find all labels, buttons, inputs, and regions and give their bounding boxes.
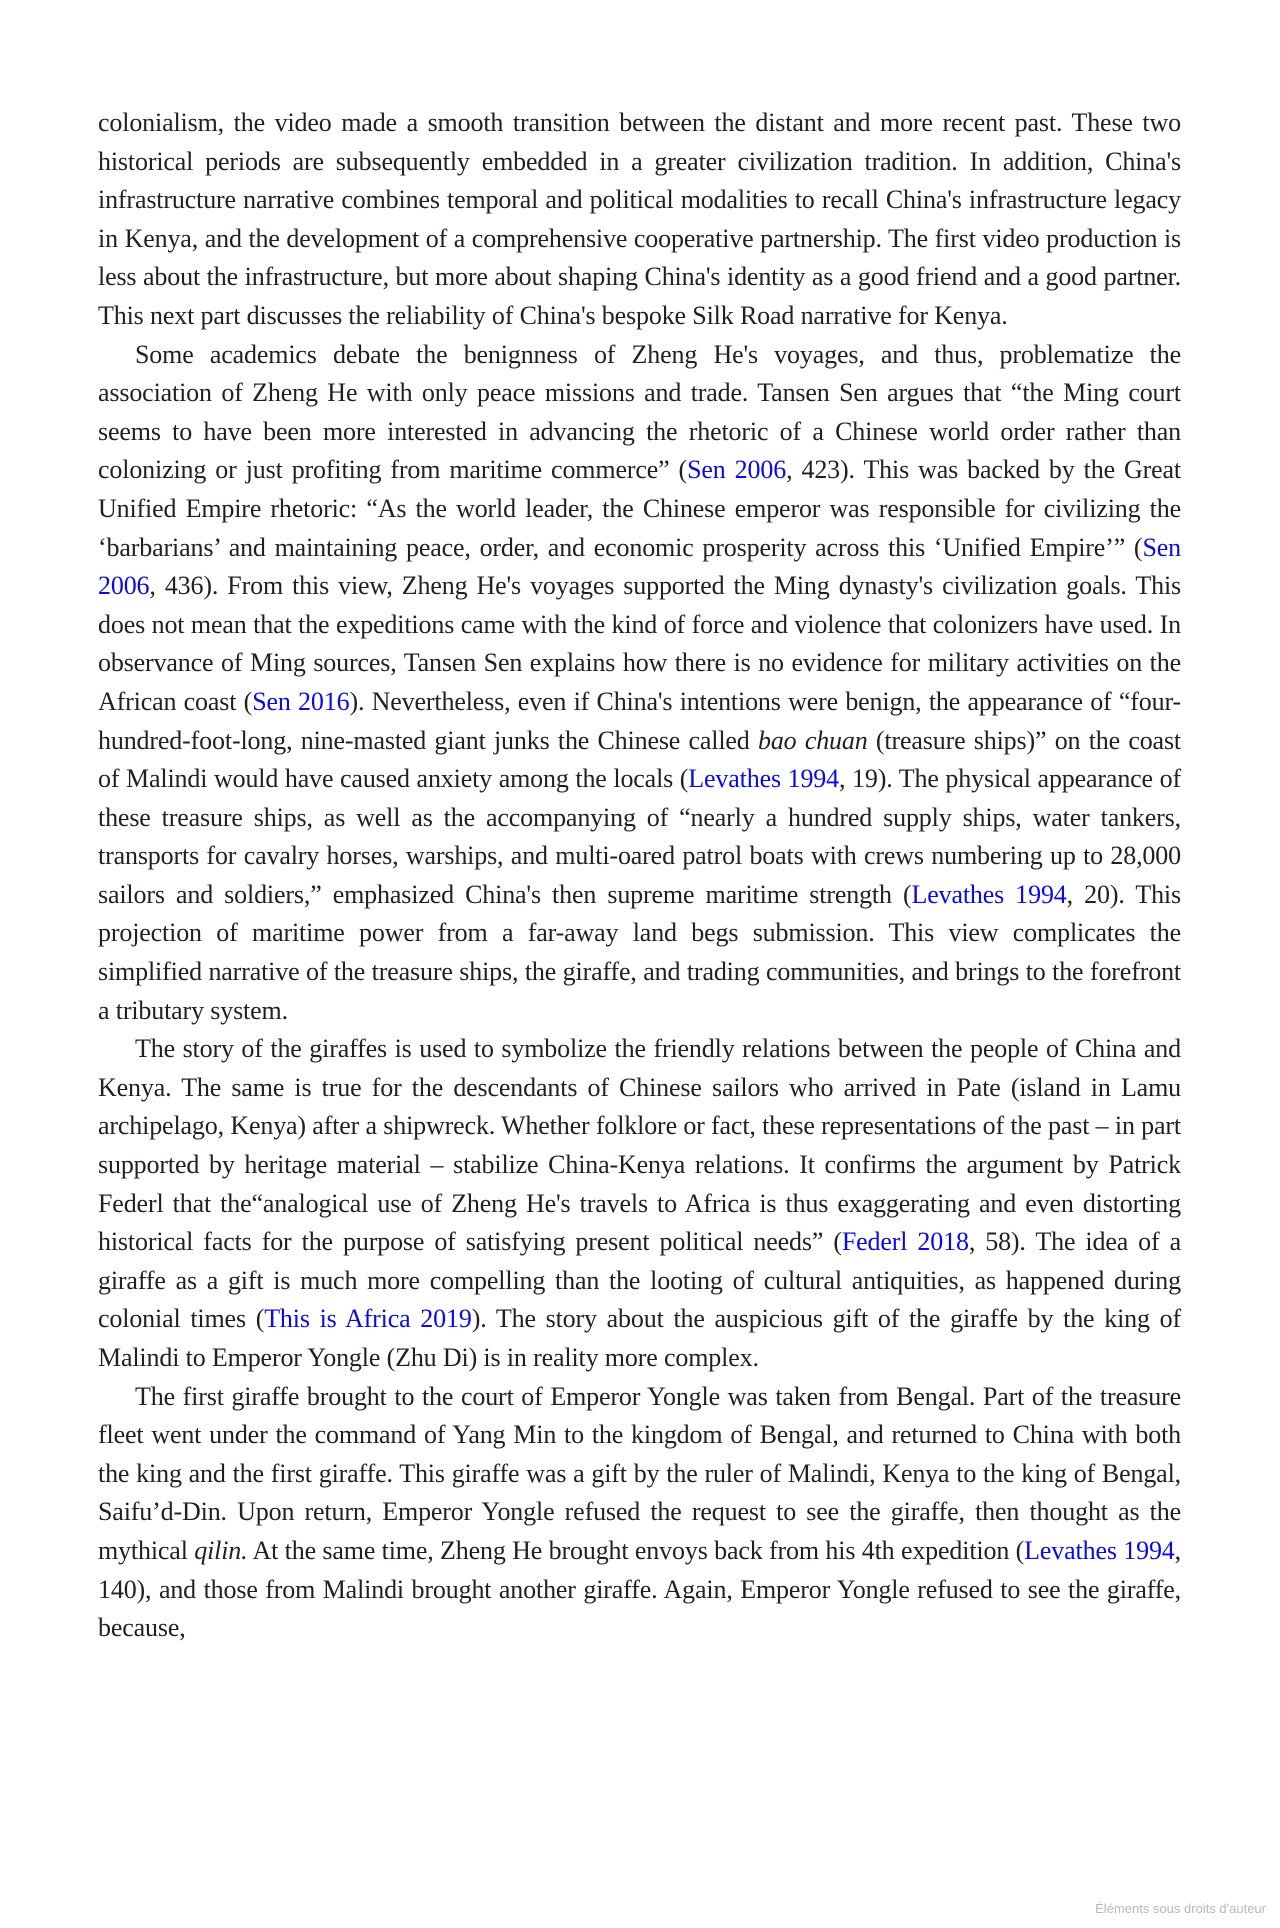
body-text: , 20). This projection of maritime power from a far-away land begs submission. This view complicates the simplified narrative of the treasure ships, the giraffe, and trading communities, and brings to the forefront a tributary system. bbox=[98, 879, 1181, 1025]
paragraph bbox=[98, 104, 1181, 336]
copyright-watermark: Éléments sous droits d'auteur bbox=[1095, 1901, 1266, 1916]
paragraph bbox=[98, 1378, 1181, 1648]
document-body bbox=[98, 104, 1181, 1648]
body-text: colonialism, the video made a smooth transition between the distant and more recent past. These two historical periods are subsequently embedded in a greater civilization tradition. In addition, China's infrastructure narrative combines temporal and political modalities to recall China's infrastructure legacy in Kenya, and the development of a comprehensive cooperative partnership. The first video production is less about the infrastructure, but more about shaping China's identity as a good friend and a good partner. This next part discusses the reliability of China's bespoke Silk Road narrative for Kenya. bbox=[98, 108, 1181, 330]
citation-link[interactable]: Federl 2018 bbox=[841, 1227, 969, 1257]
body-text: ). Nevertheless, even if China's intentions were benign, the appearance of “four-hundred-foot-long, nine-masted giant junks the Chinese called bbox=[98, 686, 1181, 755]
body-text: The story of the giraffes is used to symbolize the friendly relations between the people of China and Kenya. The same is true for the descendants of Chinese sailors who arrived in Pate (island in Lamu archipelago, Kenya) after a shipwreck. Whether folklore or fact, these representations of the past – in part supported by heritage material – stabilize China-Kenya relations. It confirms the argument by Patrick Federl that the“analogical use of Zheng He's travels to Africa is thus exaggerating and even distorting historical facts for the purpose of satisfying present political needs” ( bbox=[98, 1034, 1181, 1257]
citation-link[interactable]: Sen 2016 bbox=[252, 686, 350, 716]
body-text: , 19). The physical appearance of these treasure ships, as well as the accompanying of “nearly a hundred supply ships, water tankers, transports for cavalry horses, warships, and multi-oared patrol boats with crews numbering up to 28,000 sailors and soldiers,” emphasized China's then supreme maritime strength ( bbox=[98, 764, 1181, 909]
body-text: , 140), and those from Malindi brought another giraffe. Again, Emperor Yongle refused to see the giraffe, because, bbox=[98, 1535, 1181, 1643]
body-text: (treasure ships)” on the coast of Malindi would have caused anxiety among the locals ( bbox=[98, 725, 1181, 794]
italic-term: bao chuan bbox=[757, 725, 868, 755]
body-text: Some academics debate the benignness of Zheng He's voyages, and thus, problematize the association of Zheng He with only peace missions and trade. Tansen Sen argues that “the Ming court seems to have been more interested in advancing the rhetoric of a Chinese world order rather than colonizing or just profiting from maritime commerce” ( bbox=[98, 339, 1181, 485]
citation-link[interactable]: This is Africa 2019 bbox=[264, 1304, 472, 1334]
body-text: , 58). The idea of a giraffe as a gift is much more compelling than the looting of cultural antiquities, as happened during colonial times ( bbox=[98, 1227, 1181, 1334]
citation-link[interactable]: Sen 2006 bbox=[98, 532, 1181, 601]
citation-link[interactable]: Levathes 1994 bbox=[688, 764, 840, 794]
body-text: ). The story about the auspicious gift of the giraffe by the king of Malindi to Emperor Yongle (Zhu Di) is in reality more complex. bbox=[98, 1304, 1181, 1372]
body-text: , 436). From this view, Zheng He's voyages supported the Ming dynasty's civilization goals. This does not mean that the expeditions came with the kind of force and violence that colonizers have used. In observance of Ming sources, Tansen Sen explains how there is no evidence for military activities on the African coast ( bbox=[98, 571, 1181, 716]
italic-term: qilin. bbox=[194, 1535, 248, 1565]
body-text: The first giraffe brought to the court of Emperor Yongle was taken from Bengal. Part of the treasure fleet went under the command of Yang Min to the kingdom of Bengal, and returned to China with both the king and the first giraffe. This giraffe was a gift by the ruler of Malindi, Kenya to the king of Bengal, Saifu’d-Din. Upon return, Emperor Yongle refused the request to see the giraffe, then thought as the mythical bbox=[98, 1381, 1181, 1565]
paragraph bbox=[98, 1030, 1181, 1377]
body-text: At the same time, Zheng He brought envoys back from his 4th expedition ( bbox=[247, 1535, 1025, 1565]
citation-link[interactable]: Levathes 1994 bbox=[1024, 1535, 1175, 1565]
body-text: , 423). This was backed by the Great Unified Empire rhetoric: “As the world leader, the Chinese emperor was responsible for civilizing the ‘barbarians’ and maintaining peace, order, and economic prosperity across this ‘Unified Empire’” ( bbox=[98, 455, 1181, 562]
citation-link[interactable]: Levathes 1994 bbox=[911, 879, 1067, 909]
citation-link[interactable]: Sen 2006 bbox=[687, 455, 787, 485]
paragraph bbox=[98, 336, 1181, 1031]
